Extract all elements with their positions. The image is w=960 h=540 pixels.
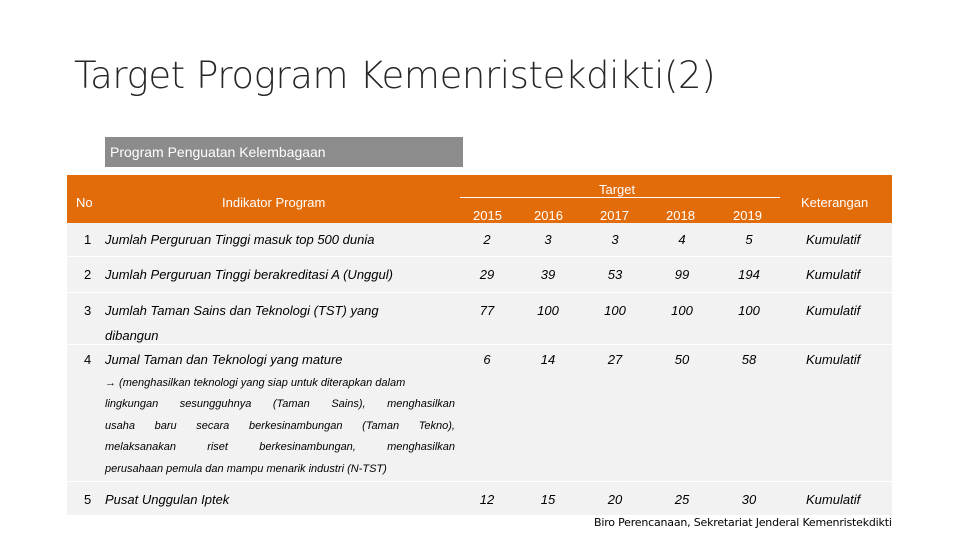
header-year: 2017 [600, 208, 629, 223]
row-keterangan: Kumulatif [806, 303, 861, 318]
row-value-2016: 14 [540, 352, 556, 367]
row-indikator: Jumlah Taman Sains dan Teknologi (TST) yang [105, 303, 379, 318]
row-value-2017: 3 [611, 232, 619, 247]
row-indikator: Jumal Taman dan Teknologi yang mature [105, 352, 343, 367]
row-indikator: Pusat Unggulan Iptek [105, 492, 230, 507]
row-value-2018: 25 [674, 492, 690, 507]
header-target: Target [599, 182, 636, 197]
row-value-2016: 3 [544, 232, 552, 247]
row-value-2019: 5 [745, 232, 753, 247]
header-keterangan: Keterangan [801, 195, 869, 210]
row-value-2015: 29 [479, 267, 495, 282]
row-value-2018: 4 [678, 232, 686, 247]
row-number: 2 [84, 267, 92, 282]
row-value-2016: 100 [537, 303, 559, 318]
row-value-2017: 100 [604, 303, 626, 318]
target-divider [460, 197, 780, 198]
row-keterangan: Kumulatif [806, 492, 861, 507]
row-divider [67, 256, 892, 257]
header-year: 2016 [534, 208, 563, 223]
row-value-2019: 30 [741, 492, 757, 507]
row-value-2017: 53 [607, 267, 623, 282]
row-divider [67, 481, 892, 482]
header-year: 2018 [666, 208, 695, 223]
page-title: Target Program Kemenristekdikti(2) [74, 54, 716, 97]
header-indikator: Indikator Program [222, 195, 326, 210]
row-indikator: Jumlah Perguruan Tinggi berakreditasi A (Unggul) [105, 267, 393, 282]
row-value-2016: 39 [540, 267, 556, 282]
row-keterangan: Kumulatif [806, 267, 861, 282]
row-keterangan: Kumulatif [806, 232, 861, 247]
row-value-2019: 194 [738, 267, 760, 282]
row-value-2018: 99 [674, 267, 690, 282]
row-note-line: → (menghasilkan teknologi yang siap untuk diterapkan dalam [105, 377, 406, 389]
row-value-2016: 15 [540, 492, 556, 507]
header-year: 2019 [733, 208, 762, 223]
row-note-line: lingkungan sesungguhnya (Taman Sains), menghasilkan [105, 398, 455, 410]
header-no: No [76, 195, 93, 210]
row-value-2019: 58 [741, 352, 757, 367]
row-value-2017: 20 [607, 492, 623, 507]
row-keterangan: Kumulatif [806, 352, 861, 367]
row-value-2019: 100 [738, 303, 760, 318]
row-number: 5 [84, 492, 92, 507]
row-number: 1 [84, 232, 92, 247]
row-divider [67, 344, 892, 345]
row-number: 4 [84, 352, 92, 367]
row-value-2015: 77 [479, 303, 495, 318]
header-year: 2015 [473, 208, 502, 223]
section-title: Program Penguatan Kelembagaan [105, 137, 463, 167]
row-value-2015: 12 [479, 492, 495, 507]
row-divider [67, 292, 892, 293]
row-indikator-cont: dibangun [105, 328, 159, 343]
row-note-line: perusahaan pemula dan mampu menarik industri (N-TST) [105, 463, 387, 475]
footer-credit: Biro Perencanaan, Sekretariat Jenderal Kemenristekdikti [594, 516, 892, 529]
row-value-2018: 50 [674, 352, 690, 367]
row-note-line: usaha baru secara berkesinambungan (Taman Tekno), [105, 420, 455, 432]
row-note-line: melaksanakan riset berkesinambungan, menghasilkan [105, 441, 455, 453]
row-indikator: Jumlah Perguruan Tinggi masuk top 500 dunia [105, 232, 375, 247]
row-number: 3 [84, 303, 92, 318]
table-header [67, 175, 892, 223]
row-value-2018: 100 [671, 303, 693, 318]
row-value-2015: 6 [483, 352, 491, 367]
row-value-2017: 27 [607, 352, 623, 367]
row-value-2015: 2 [483, 232, 491, 247]
